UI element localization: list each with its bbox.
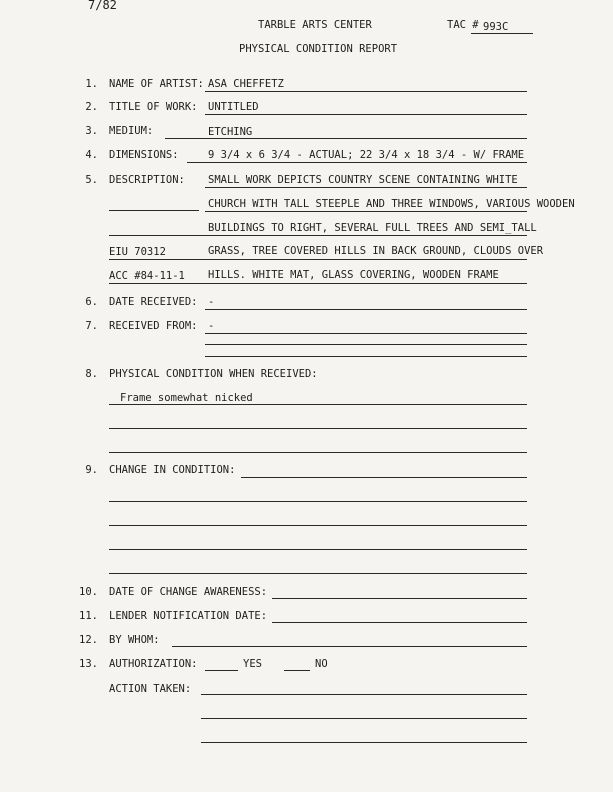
report-subtitle: PHYSICAL CONDITION REPORT [239, 43, 398, 55]
physical-condition-line [109, 452, 527, 453]
received-from-label: RECEIVED FROM: [109, 320, 198, 332]
received-from-line [205, 356, 527, 357]
item-number: 2. [85, 101, 98, 113]
date-received-line [205, 309, 527, 310]
medium-line [165, 138, 527, 139]
artist-line [205, 91, 527, 92]
item-number: 12. [79, 634, 98, 646]
change-condition-line [109, 549, 527, 550]
description-label: DESCRIPTION: [109, 174, 185, 186]
description-line-2: CHURCH WITH TALL STEEPLE AND THREE WINDOWS, VARIOUS WOODEN [208, 198, 575, 210]
item-number: 9. [85, 464, 98, 476]
tac-number: 993C [483, 21, 509, 33]
date-received-value: - [208, 296, 215, 308]
item-number: 10. [79, 586, 98, 598]
item-number: 8. [85, 368, 98, 380]
title-value: UNTITLED [208, 101, 259, 113]
description-rule [109, 259, 527, 260]
lender-notification-label: LENDER NOTIFICATION DATE: [109, 610, 268, 622]
title-line [205, 114, 527, 115]
description-line-4: GRASS, TREE COVERED HILLS IN BACK GROUND, CLOUDS OVER [208, 245, 544, 257]
physical-condition-label: PHYSICAL CONDITION WHEN RECEIVED: [109, 368, 318, 380]
dimensions-line [187, 162, 527, 163]
received-from-value: - [208, 320, 215, 332]
change-awareness-label: DATE OF CHANGE AWARENESS: [109, 586, 268, 598]
description-line-1: SMALL WORK DEPICTS COUNTRY SCENE CONTAINING WHITE [208, 174, 518, 186]
change-condition-line [241, 477, 527, 478]
change-awareness-line [272, 598, 527, 599]
by-whom-label: BY WHOM: [109, 634, 160, 646]
change-condition-line [109, 525, 527, 526]
title-label: TITLE OF WORK: [109, 101, 198, 113]
authorization-label: AUTHORIZATION: [109, 658, 198, 670]
item-number: 7. [85, 320, 98, 332]
physical-condition-line [109, 404, 527, 405]
lender-notification-line [272, 622, 527, 623]
medium-label: MEDIUM: [109, 125, 154, 137]
description-rule [205, 211, 527, 212]
no-blank [284, 670, 310, 671]
action-taken-line [201, 742, 527, 743]
item-number: 11. [79, 610, 98, 622]
description-rule [109, 210, 199, 211]
physical-condition-line [109, 428, 527, 429]
no-label: NO [315, 658, 328, 670]
physical-condition-value: Frame somewhat nicked [120, 392, 253, 404]
description-rule [109, 283, 527, 284]
yes-label: YES [243, 658, 262, 670]
action-taken-label: ACTION TAKEN: [109, 683, 192, 695]
description-rule [205, 187, 527, 188]
tac-number-line [471, 33, 533, 34]
action-taken-line [201, 718, 527, 719]
item-number: 3. [85, 125, 98, 137]
artist-value: ASA CHEFFETZ [208, 78, 284, 90]
dimensions-value: 9 3/4 x 6 3/4 - ACTUAL; 22 3/4 x 18 3/4 - W/ FRAME [208, 149, 525, 161]
page-title: TARBLE ARTS CENTER [258, 19, 372, 31]
item-number: 6. [85, 296, 98, 308]
tac-label: TAC # [447, 19, 479, 31]
item-number: 1. [85, 78, 98, 90]
date-code: 7/82 [88, 0, 117, 12]
artist-label: NAME OF ARTIST: [109, 78, 204, 90]
item-number: 4. [85, 149, 98, 161]
item-number: 5. [85, 174, 98, 186]
description-line-5: HILLS. WHITE MAT, GLASS COVERING, WOODEN FRAME [208, 269, 499, 281]
dimensions-label: DIMENSIONS: [109, 149, 179, 161]
received-from-line [205, 344, 527, 345]
received-from-line [205, 333, 527, 334]
item-number: 13. [79, 658, 98, 670]
yes-blank [205, 670, 238, 671]
description-rule [109, 235, 527, 236]
medium-value: ETCHING [208, 126, 253, 138]
by-whom-line [172, 646, 527, 647]
eiu-number: EIU 70312 [109, 246, 166, 258]
acc-number: ACC #84-11-1 [109, 270, 185, 282]
description-line-3: BUILDINGS TO RIGHT, SEVERAL FULL TREES AND SEMI_TALL [208, 222, 537, 234]
change-condition-line [109, 501, 527, 502]
action-taken-line [201, 694, 527, 695]
change-condition-label: CHANGE IN CONDITION: [109, 464, 236, 476]
change-condition-line [109, 573, 527, 574]
date-received-label: DATE RECEIVED: [109, 296, 198, 308]
